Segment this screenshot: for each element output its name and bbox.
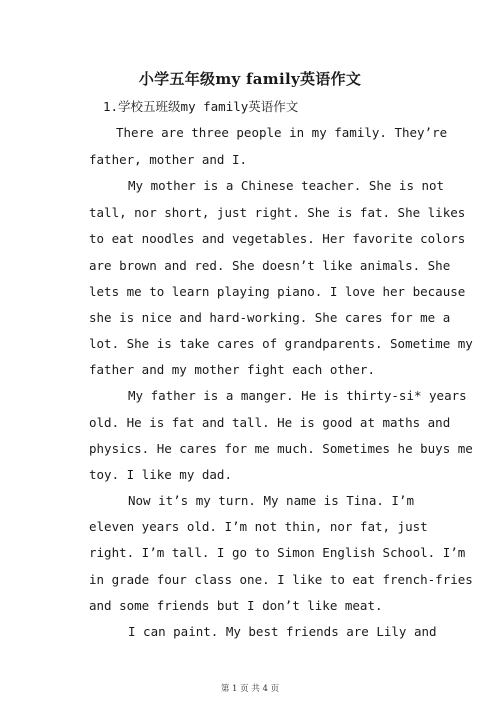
document-title: 小学五年级my family英语作文 [138, 70, 362, 88]
paragraph-line: There are three people in my family. They’re [116, 125, 448, 140]
paragraph-line: toy. I like my dad. [89, 467, 232, 482]
paragraph-line: lot. She is take cares of grandparents. Sometime my [89, 336, 473, 351]
paragraph-line: I can paint. My best friends are Lily and [128, 624, 437, 639]
paragraph-line: eleven years old. I’m not thin, nor fat, just [89, 519, 428, 534]
paragraph-line: father, mother and I. [89, 152, 248, 167]
paragraph-line: My father is a manger. He is thirty-si* years [128, 388, 467, 403]
paragraph-line: father and my mother fight each other. [89, 362, 375, 377]
paragraph-line: physics. He cares for me much. Sometimes he buys me [89, 441, 473, 456]
page-footer: 第 1 页 共 4 页 [220, 684, 280, 694]
paragraph-line: My mother is a Chinese teacher. She is not [128, 178, 445, 193]
paragraph-line: old. He is fat and tall. He is good at maths and [89, 415, 451, 430]
paragraph-line: and some friends but I don’t like meat. [89, 598, 383, 613]
paragraph-line: lets me to learn playing piano. I love her because [89, 284, 466, 299]
paragraph-line: to eat noodles and vegetables. Her favorite colors [89, 231, 466, 246]
paragraph-line: she is nice and hard-working. She cares for me a [89, 310, 451, 325]
section-heading: 1.学校五班级my family英语作文 [103, 99, 299, 114]
paragraph-line: tall, nor short, just right. She is fat. She likes [89, 205, 466, 220]
paragraph-line: in grade four class one. I like to eat french-fries [89, 572, 473, 587]
paragraph-line: are brown and red. She doesn’t like animals. She [89, 258, 451, 273]
paragraph-line: right. I’m tall. I go to Simon English School. I’m [89, 545, 466, 560]
paragraph-line: Now it’s my turn. My name is Tina. I’m [128, 493, 414, 508]
